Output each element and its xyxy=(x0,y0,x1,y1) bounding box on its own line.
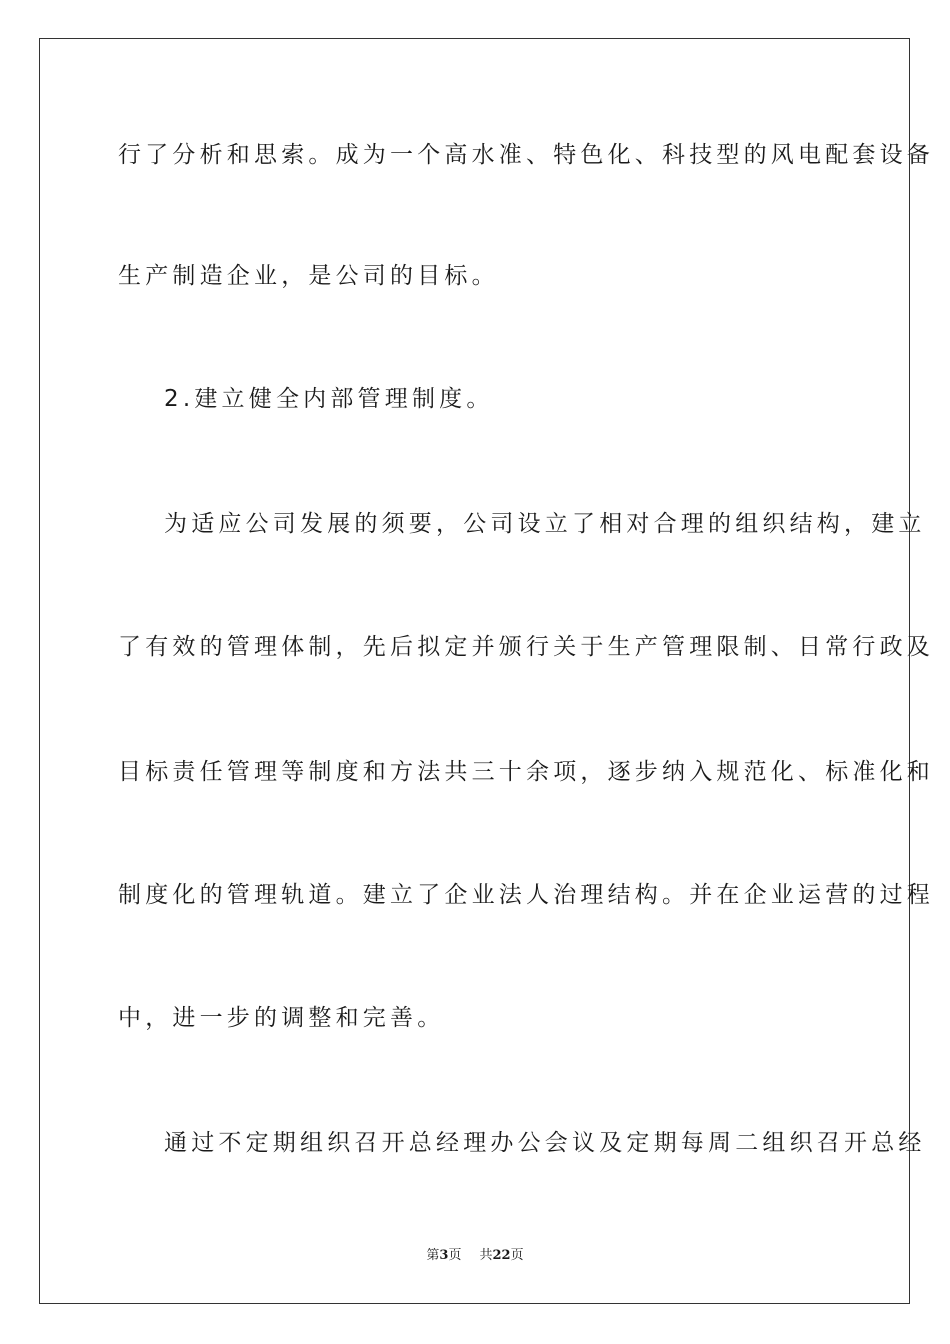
body-line-5: 了有效的管理体制，先后拟定并颁行关于生产管理限制、日常行政及 xyxy=(118,634,934,660)
body-line-1: 行了分析和思索。成为一个高水准、特色化、科技型的风电配套设备 xyxy=(118,142,934,168)
body-line-7: 制度化的管理轨道。建立了企业法人治理结构。并在企业运营的过程 xyxy=(118,882,934,908)
body-line-2: 生产制造企业，是公司的目标。 xyxy=(118,263,499,289)
body-line-4: 为适应公司发展的须要，公司设立了相对合理的组织结构，建立 xyxy=(164,511,926,537)
body-line-6: 目标责任管理等制度和方法共三十余项，逐步纳入规范化、标准化和 xyxy=(118,759,934,785)
body-line-8: 中，进一步的调整和完善。 xyxy=(118,1005,445,1031)
footer-total-suffix: 页 xyxy=(510,1248,524,1263)
footer-total-pages: 22 xyxy=(492,1248,511,1263)
body-line-9: 通过不定期组织召开总经理办公会议及定期每周二组织召开总经 xyxy=(164,1130,926,1156)
footer-total-prefix: 共 xyxy=(479,1248,493,1263)
footer-page-prefix: 第 xyxy=(426,1248,440,1263)
page-border xyxy=(39,38,934,1304)
page-footer xyxy=(0,1247,950,1265)
footer-page-number: 3 xyxy=(439,1248,449,1263)
footer-page-suffix: 页 xyxy=(448,1248,462,1263)
section-heading: 2.建立健全内部管理制度。 xyxy=(164,386,494,412)
